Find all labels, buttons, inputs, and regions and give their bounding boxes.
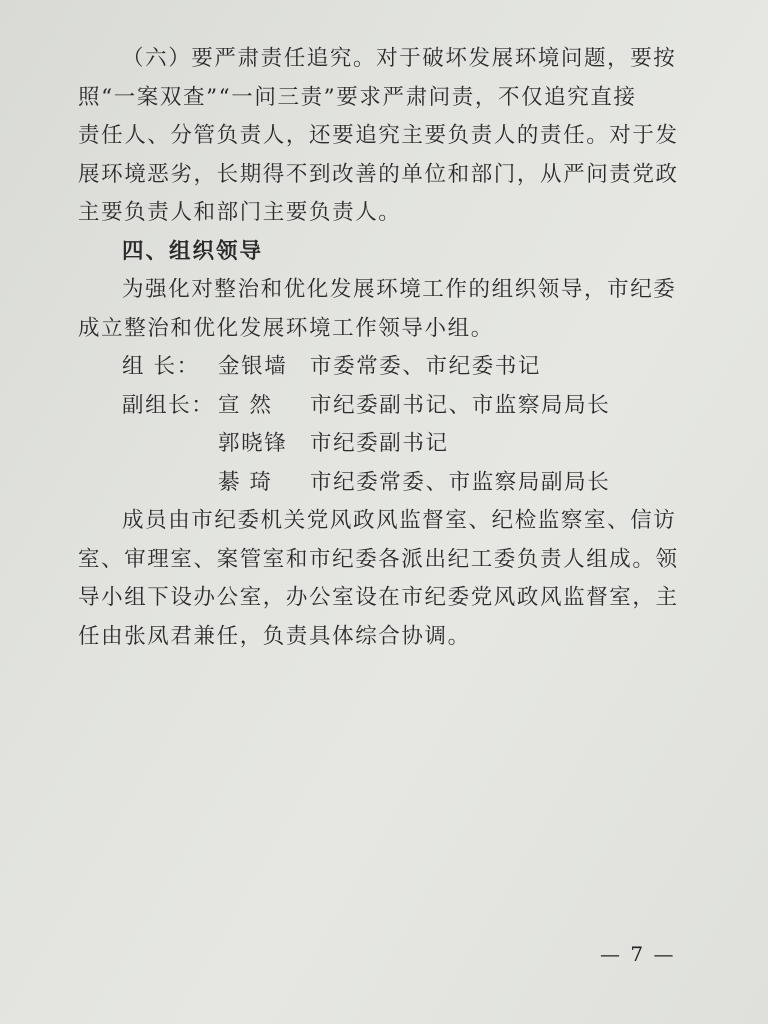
paragraph-line: 展环境恶劣，长期得不到改善的单位和部门，从严问责党政 bbox=[78, 161, 679, 187]
paragraph-line: 任由张凤君兼任，负责具体综合协调。 bbox=[78, 623, 471, 649]
roster-row bbox=[78, 464, 690, 503]
roster-title: 市委常委、市纪委书记 bbox=[310, 354, 542, 379]
paragraph-line: 照“一案双查”“一问三责”要求严肃问责，不仅追究直接 bbox=[78, 84, 637, 110]
paragraph-line: （六）要严肃责任追究。对于破坏发展环境问题，要按 bbox=[122, 46, 677, 71]
paragraph-line: 成立整治和优化发展环境工作领导小组。 bbox=[78, 315, 494, 341]
paragraph-line: 成员由市纪委机关党风政风监督室、纪检监察室、信访 bbox=[122, 508, 677, 533]
roster-title: 市纪委副书记 bbox=[310, 431, 449, 456]
paragraph-line: 责任人、分管负责人，还要追究主要负责人的责任。对于发 bbox=[78, 123, 679, 148]
paragraph-line: 主要负责人和部门主要负责人。 bbox=[78, 200, 402, 225]
paragraph-line: 导小组下设办公室，办公室设在市纪委党风政风监督室，主 bbox=[78, 585, 679, 610]
roster-name: 綦 琦 bbox=[218, 469, 273, 495]
paragraph-line: 为强化对整治和优化发展环境工作的组织领导，市纪委 bbox=[122, 277, 677, 302]
roster-role: 组 长： bbox=[122, 354, 200, 379]
roster-row bbox=[78, 425, 690, 464]
roster-name: 宣 然 bbox=[218, 392, 273, 418]
roster-title: 市纪委副书记、市监察局局长 bbox=[310, 392, 611, 418]
roster-name: 金银墙 bbox=[218, 354, 288, 379]
roster-row bbox=[78, 348, 690, 387]
page-number: — 7 — bbox=[600, 942, 676, 966]
paragraph-line: 室、审理室、案管室和市纪委各派出纪工委负责人组成。领 bbox=[78, 546, 679, 572]
section-heading: 四、组织领导 bbox=[122, 238, 264, 264]
document-body bbox=[78, 40, 690, 656]
roster-title: 市纪委常委、市监察局副局长 bbox=[310, 469, 611, 495]
roster-role: 副组长： bbox=[122, 392, 215, 418]
roster-name: 郭晓锋 bbox=[218, 431, 288, 456]
roster-row bbox=[78, 387, 690, 426]
